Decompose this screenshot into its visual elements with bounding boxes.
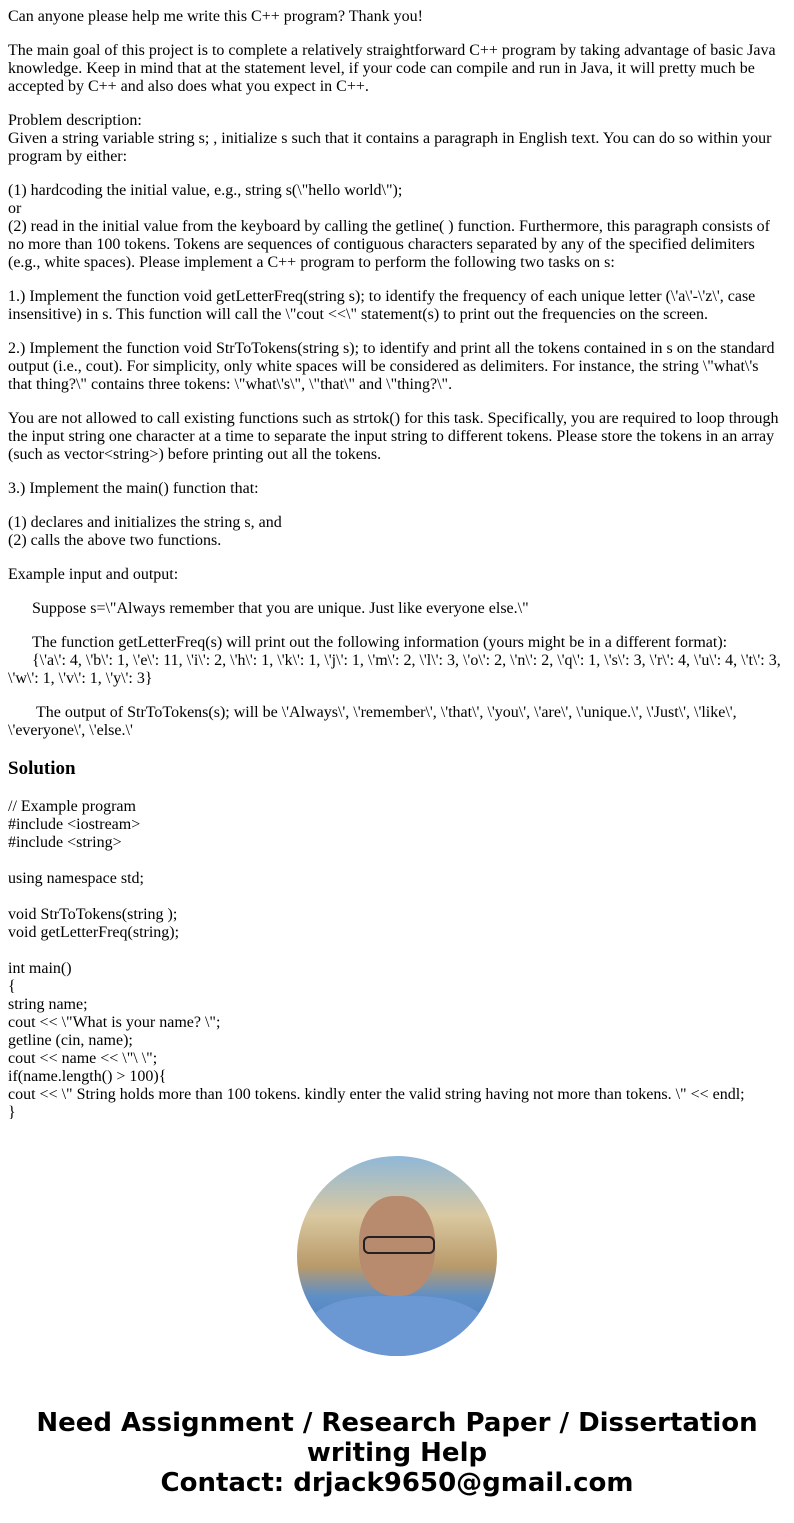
code-line: void getLetterFreq(string);	[8, 924, 180, 941]
code-line: #include <iostream>	[8, 816, 141, 833]
main-req-2: (2) calls the above two functions.	[8, 532, 222, 549]
restriction: You are not allowed to call existing functions such as strtok() for this task. Specifically, you are required to loop through the input string one character at a time to separate the input string to different tokens. Please store the tokens in an array (such as vector<string>) before printing out all the tokens.	[8, 410, 779, 463]
code-line: using namespace std;	[8, 870, 144, 887]
code-line	[8, 942, 786, 960]
example-input: Suppose s=\"Always remember that you are unique. Just like everyone else.\"	[32, 600, 529, 617]
footer-contact: Contact: drjack9650@gmail.com	[160, 1468, 634, 1498]
problem-description	[8, 112, 786, 166]
freq-example	[8, 634, 786, 688]
author-photo	[297, 1156, 497, 1356]
problem-text: Given a string variable string s; , initialize s such that it contains a paragraph in English text. You can do so within your program by either:	[8, 130, 772, 165]
or-text: or	[8, 200, 22, 217]
code-line: string name;	[8, 996, 88, 1013]
options	[8, 182, 786, 272]
code-line: // Example program	[8, 798, 136, 815]
code-line: getline (cin, name);	[8, 1032, 133, 1049]
main-req-1: (1) declares and initializes the string s, and	[8, 514, 282, 531]
solution-heading: Solution	[8, 758, 76, 779]
option-1: (1) hardcoding the initial value, e.g., string s(\"hello world\");	[8, 182, 403, 199]
goal-paragraph: The main goal of this project is to complete a relatively straightforward C++ program by taking advantage of basic Java knowledge. Keep in mind that at the statement level, if your code can compile and run in Java, it will pretty much be accepted by C++ and also does what you expect in C++.	[8, 42, 776, 95]
code-line: }	[8, 1104, 16, 1121]
code-line	[8, 888, 786, 906]
task-2: 2.) Implement the function void StrToTokens(string s); to identify and print all the tokens contained in s on the standard output (i.e., cout). For simplicity, only white spaces will be considered as delimiters. For instance, the string \"what\'s that thing?\" contains three tokens: \"what\'s\", \"that\" and \"thing?\".	[8, 340, 775, 393]
code-line	[8, 852, 786, 870]
footer-help-text: Need Assignment / Research Paper / Dissertation writing Help	[36, 1408, 758, 1468]
freq-intro: The function getLetterFreq(s) will print out the following information (yours might be in a different format):	[32, 634, 728, 651]
code-line: void StrToTokens(string );	[8, 906, 178, 923]
task-3: 3.) Implement the main() function that:	[8, 480, 259, 497]
footer-banner	[8, 1408, 786, 1518]
tokens-example: The output of StrToTokens(s); will be \'Always\', \'remember\', \'that\', \'you\', \'are\', \'unique.\', \'Just\', \'like\', \'everyone\', \'else.\'	[8, 704, 737, 739]
code-line: #include <string>	[8, 834, 122, 851]
main-requirements	[8, 514, 786, 550]
freq-output: {\'a\': 4, \'b\': 1, \'e\': 11, \'i\': 2, \'h\': 1, \'k\': 1, \'j\': 1, \'m\': 2, \'l\': 3, \'o\': 2, \'n\': 2, \'q\': 1, \'s\': 3, \'r\': 4, \'u\': 4, \'t\': 3, \'w\': 1, \'v\': 1, \'y\': 3}	[8, 652, 781, 687]
code-line: cout << \"What is your name? \";	[8, 1014, 221, 1031]
solution-code	[8, 798, 786, 1122]
problem-heading: Problem description:	[8, 112, 142, 129]
example-heading: Example input and output:	[8, 566, 179, 583]
option-2: (2) read in the initial value from the keyboard by calling the getline( ) function. Furthermore, this paragraph consists of no more than 100 tokens. Tokens are sequences of contiguous characters separated by any of the specified delimiters (e.g., white spaces). Please implement a C++ program to perform the following two tasks on s:	[8, 218, 770, 271]
code-line: int main()	[8, 960, 72, 977]
question-intro: Can anyone please help me write this C++ program? Thank you!	[8, 8, 423, 25]
code-line: cout << name << \"\ \";	[8, 1050, 158, 1067]
code-line: cout << \" String holds more than 100 tokens. kindly enter the valid string having not more than tokens. \" << endl;	[8, 1086, 745, 1103]
code-line: if(name.length() > 100){	[8, 1068, 167, 1085]
task-1: 1.) Implement the function void getLetterFreq(string s); to identify the frequency of each unique letter (\'a\'-\'z\', case insensitive) in s. This function will call the \"cout <<\" statement(s) to print out the frequencies on the screen.	[8, 288, 756, 323]
code-line: {	[8, 978, 16, 995]
